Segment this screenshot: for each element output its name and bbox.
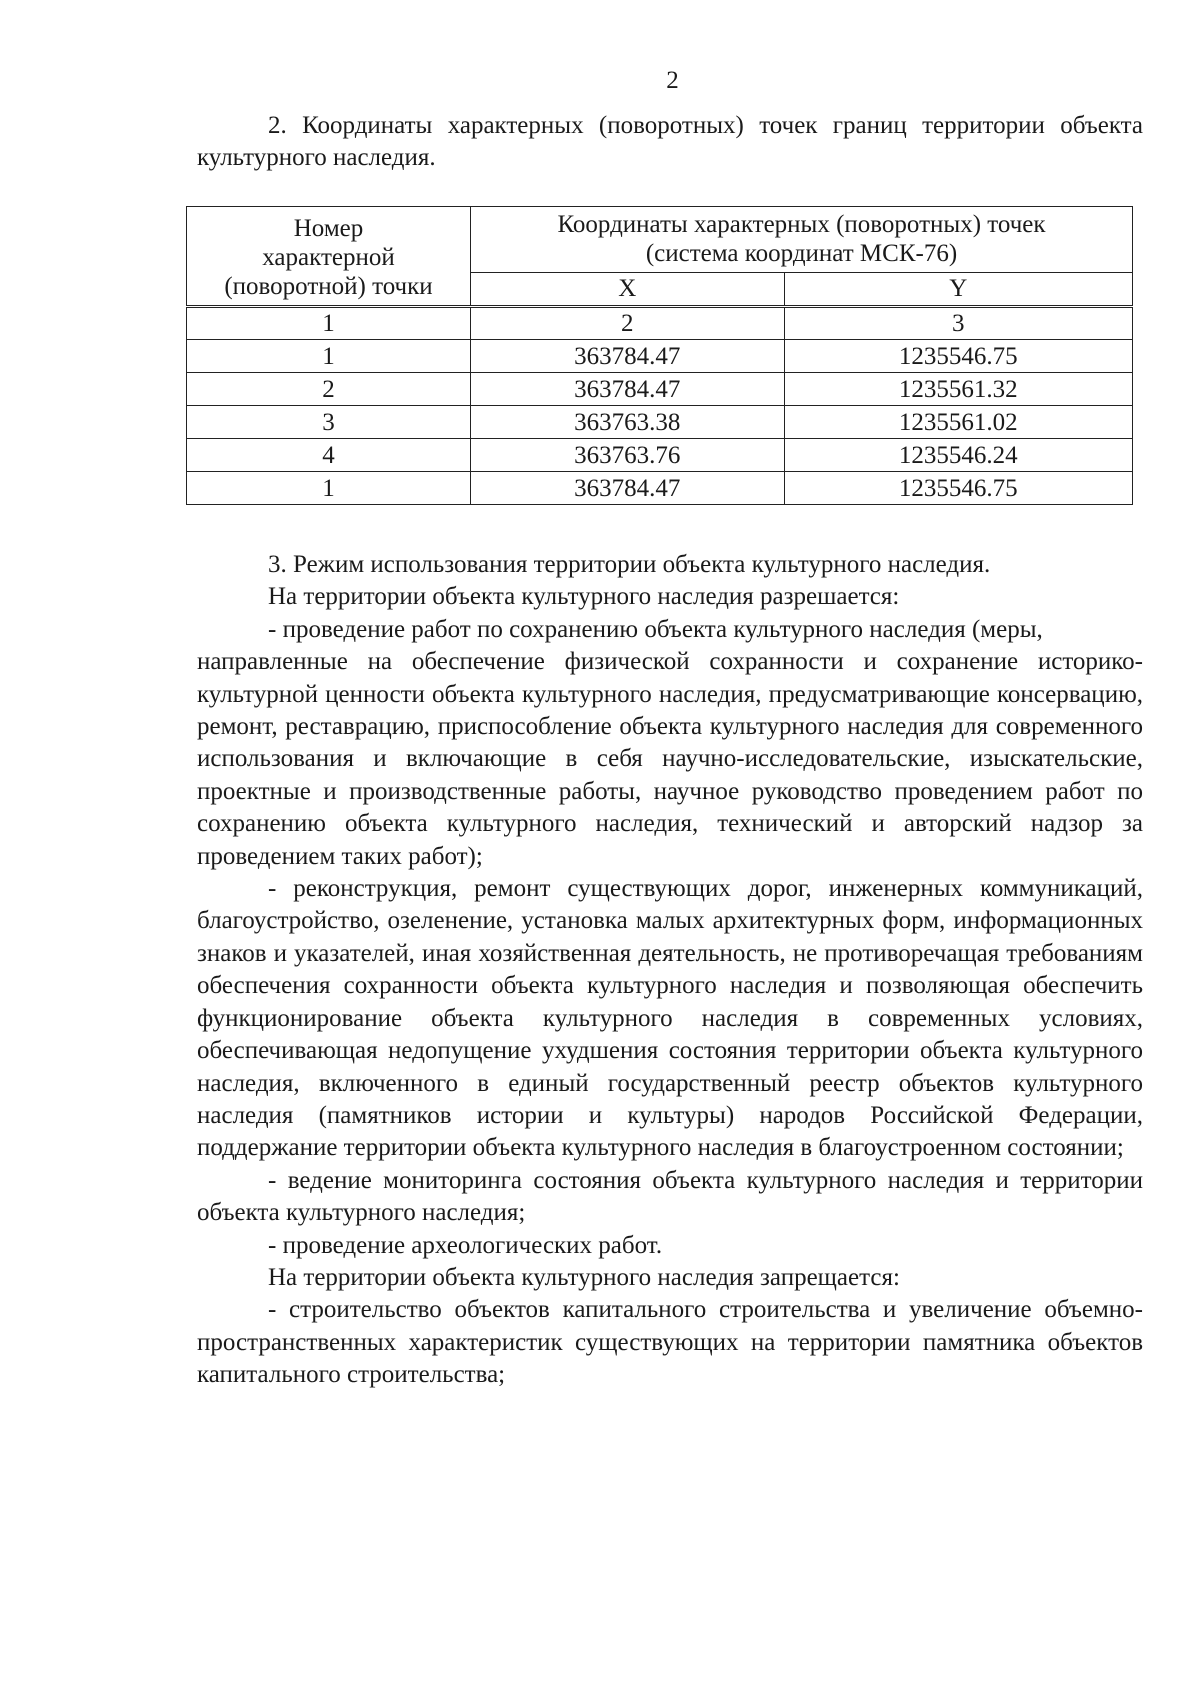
point-cell: 4 — [187, 439, 471, 472]
allowed-item-3: - ведение мониторинга состояния объекта культурного наследия и территории объекта культурного наследия; — [197, 1166, 1143, 1227]
header-coordinates-line-1: Координаты характерных (поворотных) точек — [557, 211, 1046, 239]
section-2-heading-block — [197, 110, 1143, 175]
header-point-number-line-2: характерной — [262, 243, 395, 271]
y-cell: 1235546.75 — [784, 340, 1132, 373]
table-row — [187, 340, 1133, 373]
page-number: 2 — [666, 67, 679, 94]
section-3-block — [197, 549, 1143, 1392]
index-cell: 2 — [471, 307, 785, 340]
x-cell: 363784.47 — [471, 373, 785, 406]
section-2-title: 2. Координаты характерных (поворотных) точек границ территории объекта культурного наследия. — [197, 112, 1143, 172]
allowed-item-2: - реконструкция, ремонт существующих дорог, инженерных коммуникаций, благоустройство, озеленение, установка малых архитектурных форм, информационных знаков и указателей, иная хозяйственная деятельность, не противоречащая требованиям обеспечения сохранности объекта культурного наследия и позволяющая обеспечить функционирование объекта культурного наследия в современных условиях, обеспечивающая недопущение ухудшения состояния территории объекта культурного наследия, включенного в единый государственный реестр объектов культурного наследия (памятников истории и культуры) народов Российской Федерации, поддержание территории объекта культурного наследия в благоустроенном состоянии; — [197, 875, 1143, 1162]
y-cell: 1235561.02 — [784, 406, 1132, 439]
header-x: X — [471, 272, 785, 306]
y-cell: 1235546.75 — [784, 472, 1132, 505]
x-cell: 363763.76 — [471, 439, 785, 472]
allowed-intro: На территории объекта культурного наследия разрешается: — [268, 583, 900, 611]
index-cell: 1 — [187, 307, 471, 340]
coordinates-table — [186, 206, 1133, 505]
forbidden-intro: На территории объекта культурного наследия запрещается: — [268, 1263, 900, 1291]
allowed-item-1-continuation: направленные на обеспечение физической сохранности и сохранение историко-культурной ценности объекта культурного наследия, предусматривающие консервацию, ремонт, реставрацию, приспособление объекта культурного наследия для современного использования и включающие в себя научно-исследовательские, изыскательские, проектные и производственные работы, научное руководство проведением работ по сохранению объекта культурного наследия, технический и авторский надзор за проведением таких работ); — [197, 648, 1143, 870]
header-point-number-line-1: Номер — [293, 214, 364, 242]
header-point-number — [187, 207, 471, 307]
table-index-row — [187, 307, 1133, 340]
point-cell: 1 — [187, 472, 471, 505]
point-cell: 3 — [187, 406, 471, 439]
table-row — [187, 406, 1133, 439]
index-cell: 3 — [784, 307, 1132, 340]
table-row — [187, 373, 1133, 406]
table-row — [187, 472, 1133, 505]
allowed-item-4: - проведение археологических работ. — [268, 1231, 663, 1259]
forbidden-item-1: - строительство объектов капитального строительства и увеличение объемно-пространственных характеристик существующих на территории памятника объектов капитального строительства; — [197, 1296, 1143, 1389]
point-cell: 1 — [187, 340, 471, 373]
header-point-number-line-3: (поворотной) точки — [224, 272, 433, 300]
x-cell: 363763.38 — [471, 406, 785, 439]
section-3-title: 3. Режим использования территории объекта культурного наследия. — [268, 551, 991, 578]
header-coordinates-line-2: (система координат МСК-76) — [645, 240, 958, 268]
point-cell: 2 — [187, 373, 471, 406]
x-cell: 363784.47 — [471, 340, 785, 373]
y-cell: 1235561.32 — [784, 373, 1132, 406]
x-cell: 363784.47 — [471, 472, 785, 505]
header-y: Y — [784, 272, 1132, 306]
y-cell: 1235546.24 — [784, 439, 1132, 472]
header-coordinates — [471, 207, 1133, 273]
table-row — [187, 439, 1133, 472]
allowed-item-1-first-line: - проведение работ по сохранению объекта культурного наследия (меры, — [268, 615, 1043, 643]
